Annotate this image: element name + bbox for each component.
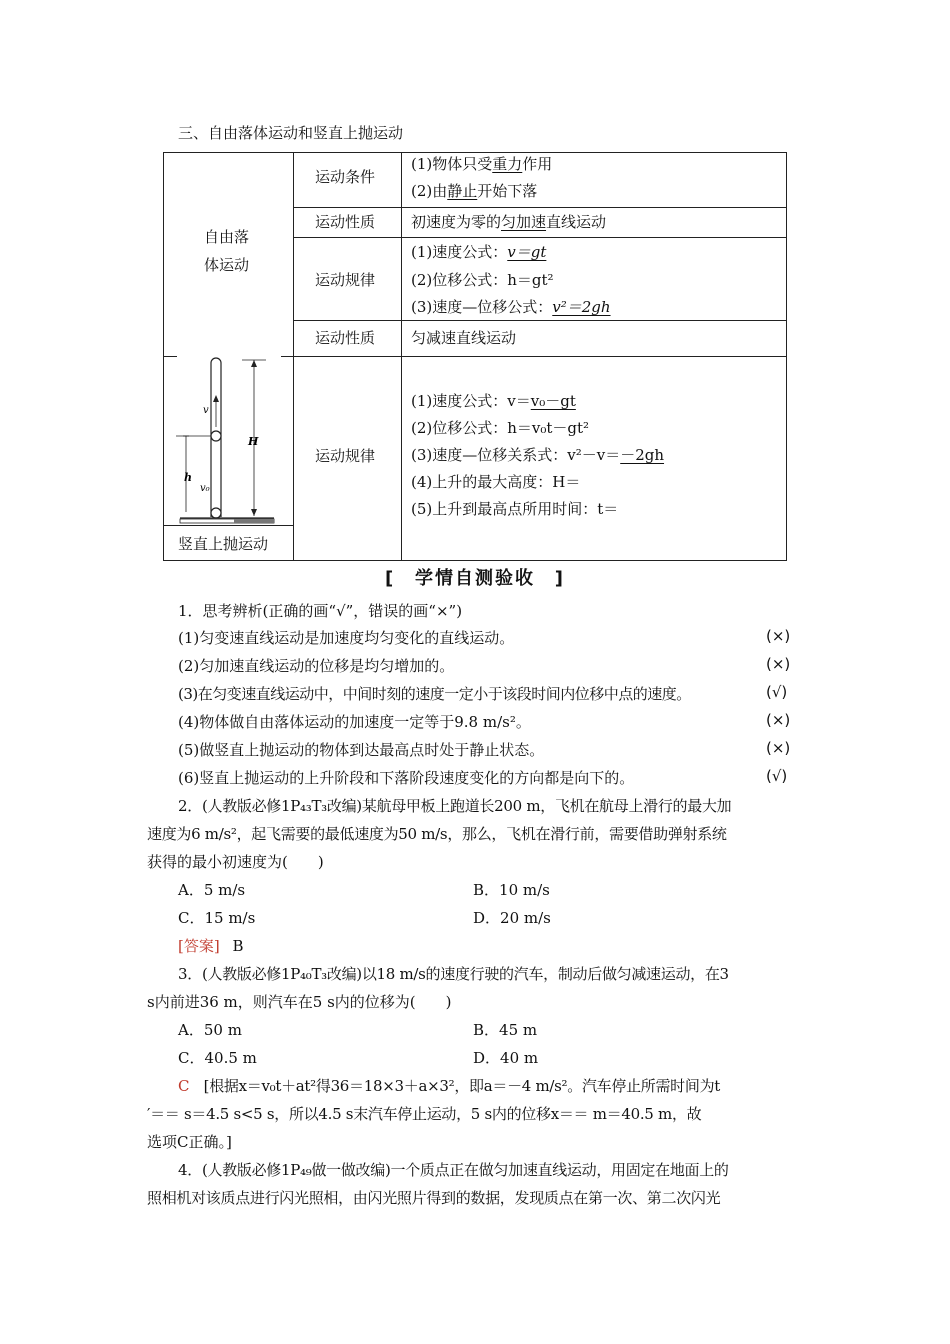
- explanation-line: C [根据x＝v₀t＋at²得36＝18×3＋a×3²，即a＝－4 m/s²。汽车停止所需时间为t: [178, 1077, 720, 1095]
- question-3-text: s内前进36 m，则汽车在5 s内的位移为( ): [147, 993, 452, 1011]
- section-title: 三、自由落体运动和竖直上抛运动: [178, 124, 404, 142]
- free-fall-label: 体运动: [204, 256, 250, 274]
- question-3-text: 3．(人教版必修1P₄₀T₃改编)以18 m/s的速度行驶的汽车，制动后做匀减速运动，在3: [178, 965, 729, 983]
- option-a: A．50 m: [178, 1021, 242, 1039]
- option-c: C．40.5 m: [178, 1049, 257, 1067]
- law-line: (3)速度—位移公式：v²＝2gh: [411, 298, 611, 316]
- question-2-text: 速度为6 m/s²，起飞需要的最低速度为50 m/s，那么，飞机在滑行前，需要借助弹射系统: [147, 825, 727, 843]
- judgement-item: (6)竖直上抛运动的上升阶段和下落阶段速度变化的方向都是向下的。: [178, 769, 635, 787]
- row-law-head: 运动规律: [315, 447, 376, 465]
- answer-value: B: [232, 937, 244, 955]
- judgement-mark: (×): [766, 711, 791, 729]
- explanation-line: ′＝＝ s＝4.5 s<5 s，所以4.5 s末汽车停止运动，5 s内的位移x＝＝ m＝40.5 m，故: [147, 1105, 702, 1123]
- option-d: D．20 m/s: [473, 909, 551, 927]
- judgement-item: (3)在匀变速直线运动中，中间时刻的速度一定小于该段时间内位移中点的速度。: [178, 685, 691, 703]
- judgement-mark: (×): [766, 739, 791, 757]
- row-condition-head: 运动条件: [315, 168, 376, 186]
- law-line: (2)位移公式：h＝gt²: [411, 271, 554, 289]
- judgement-item: (4)物体做自由落体运动的加速度一定等于9.8 m/s²。: [178, 713, 531, 731]
- judgement-item: (2)匀加速直线运动的位移是均匀增加的。: [178, 657, 455, 675]
- condition-line: (1)物体只受重力作用: [411, 155, 553, 173]
- law-line: (1)速度公式：v＝v₀－gt: [411, 392, 576, 410]
- diagram-h-label: h: [184, 471, 192, 484]
- option-c: C．15 m/s: [178, 909, 256, 927]
- answer-letter: C: [178, 1077, 190, 1095]
- law-line: (4)上升的最大高度：H＝: [411, 473, 581, 491]
- law-line: (3)速度—位移关系式：v²－v＝－2gh: [411, 446, 665, 464]
- vertical-throw-label: 竖直上抛运动: [178, 535, 269, 553]
- question-2-text: 获得的最小初速度为( ): [147, 853, 324, 871]
- row-law-head: 运动规律: [315, 271, 376, 289]
- question-4-text: 4．(人教版必修1P₄₉做一做改编)一个质点正在做匀加速直线运动，用固定在地面上的: [178, 1161, 729, 1179]
- answer-line: [178, 935, 244, 956]
- judgement-mark: (√): [766, 683, 788, 701]
- option-b: B．45 m: [473, 1021, 538, 1039]
- vertical-throw-diagram: [164, 357, 292, 525]
- question-4-text: 照相机对该质点进行闪光照相，由闪光照片得到的数据，发现质点在第一次、第二次闪光: [147, 1189, 721, 1207]
- option-d: D．40 m: [473, 1049, 539, 1067]
- law-line: (2)位移公式：h＝v₀t－gt²: [411, 419, 590, 437]
- law-line: (1)速度公式：v＝gt: [411, 243, 547, 261]
- free-fall-label: 自由落: [204, 228, 250, 246]
- diagram-v0-label: v₀: [200, 483, 210, 494]
- question-2-text: 2．(人教版必修1P₄₃T₃改编)某航母甲板上跑道长200 m，飞机在航母上滑行的最大加: [178, 797, 732, 815]
- judgement-item: (1)匀变速直线运动是加速度均匀变化的直线运动。: [178, 629, 515, 647]
- explanation-line: 选项C正确。]: [147, 1133, 232, 1151]
- answer-label: [答案]: [178, 937, 220, 955]
- nature-line: 初速度为零的匀加速直线运动: [411, 213, 607, 231]
- question-1-intro: 1．思考辨析(正确的画“√”，错误的画“×”): [178, 602, 463, 620]
- diagram-H-label: H: [248, 435, 259, 448]
- option-b: B．10 m/s: [473, 881, 550, 899]
- judgement-mark: (×): [766, 627, 791, 645]
- nature-line: 匀减速直线运动: [411, 329, 517, 347]
- law-line: (5)上升到最高点所用时间：t＝: [411, 500, 619, 518]
- row-nature-head: 运动性质: [315, 329, 376, 347]
- judgement-item: (5)做竖直上抛运动的物体到达最高点时处于静止状态。: [178, 741, 545, 759]
- option-a: A．5 m/s: [178, 881, 246, 899]
- judgement-mark: (√): [766, 767, 788, 785]
- judgement-mark: (×): [766, 655, 791, 673]
- diagram-v-label: v: [203, 405, 209, 416]
- condition-line: (2)由静止开始下落: [411, 182, 538, 200]
- section-banner: [ 学情自测验收 ]: [385, 568, 565, 589]
- row-nature-head: 运动性质: [315, 213, 376, 231]
